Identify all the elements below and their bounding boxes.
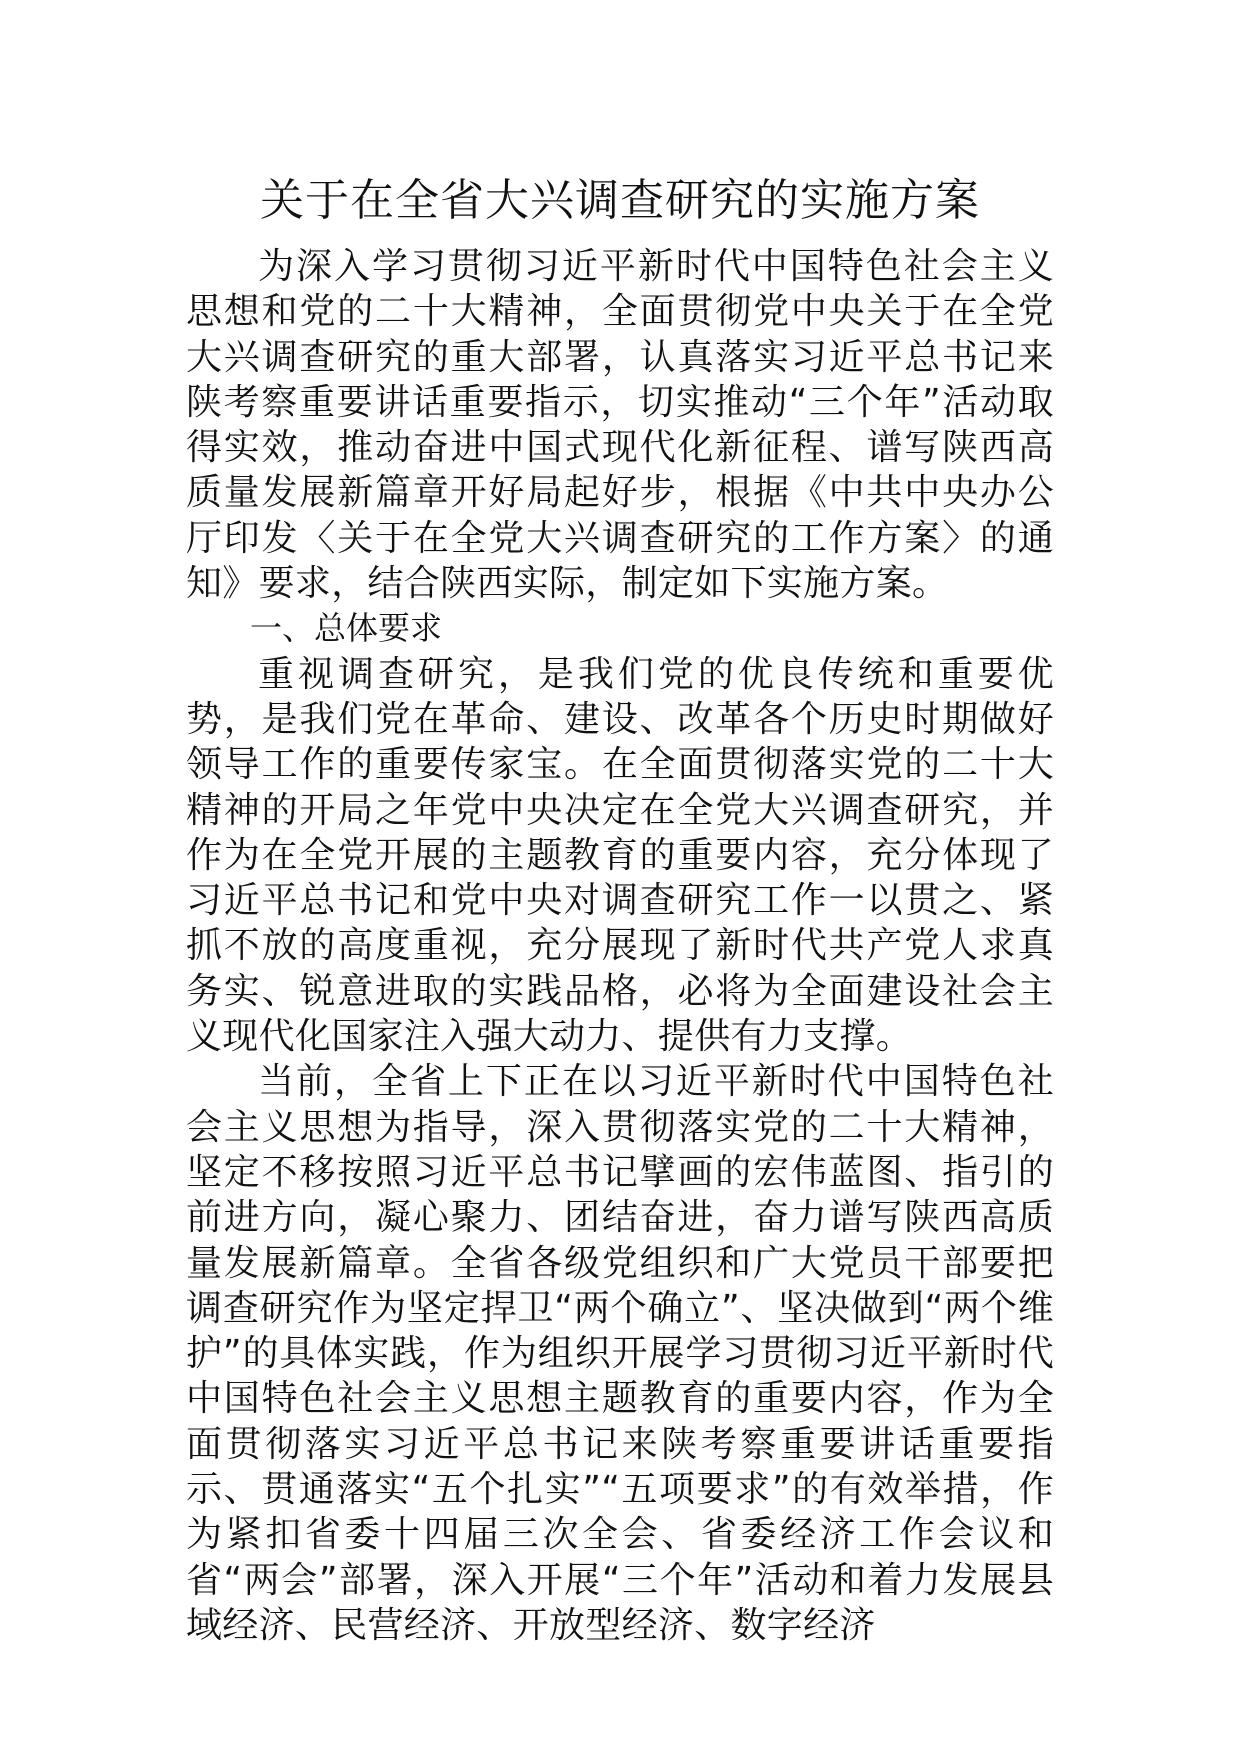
document-title: 关于在全省大兴调查研究的实施方案 [260, 175, 980, 226]
document-body [186, 244, 1054, 1648]
body-paragraph: 当前，全省上下正在以习近平新时代中国特色社会主义思想为指导，深入贯彻落实党的二十大精神，坚定不移按照习近平总书记擘画的宏伟蓝图、指引的前进方向，凝心聚力、团结奋进，奋力谱写陕西高质量发展新篇章。全省各级党组织和广大党员干部要把调查研究作为坚定捍卫“两个确立”、坚决做到“两个维护”的具体实践，作为组织开展学习贯彻习近平新时代中国特色社会主义思想主题教育的重要内容，作为全面贯彻落实习近平总书记来陕考察重要讲话重要指示、贯通落实“五个扎实”“五项要求”的有效举措，作为紧扣省委十四届三次全会、省委经济工作会议和省“两会”部署，深入开展“三个年”活动和着力发展县域经济、民营经济、开放型经济、数字经济 [186, 1061, 1054, 1646]
body-paragraph: 重视调查研究，是我们党的优良传统和重要优势，是我们党在革命、建设、改革各个历史时期做好领导工作的重要传家宝。在全面贯彻落实党的二十大精神的开局之年党中央决定在全党大兴调查研究，并作为在全党开展的主题教育的重要内容，充分体现了习近平总书记和党中央对调查研究工作一以贯之、紧抓不放的高度重视，充分展现了新时代共产党人求真务实、锐意进取的实践品格，必将为全面建设社会主义现代化国家注入强大动力、提供有力支撑。 [186, 653, 1054, 1058]
intro-paragraph: 为深入学习贯彻习近平新时代中国特色社会主义思想和党的二十大精神，全面贯彻党中央关于在全党大兴调查研究的重大部署，认真落实习近平总书记来陕考察重要讲话重要指示，切实推动“三个年”活动取得实效，推动奋进中国式现代化新征程、谱写陕西高质量发展新篇章开好局起好步，根据《中共中央办公厅印发〈关于在全党大兴调查研究的工作方案〉的通知》要求，结合陕西实际，制定如下实施方案。 [186, 246, 1054, 605]
section-heading: 一、总体要求 [250, 609, 443, 648]
